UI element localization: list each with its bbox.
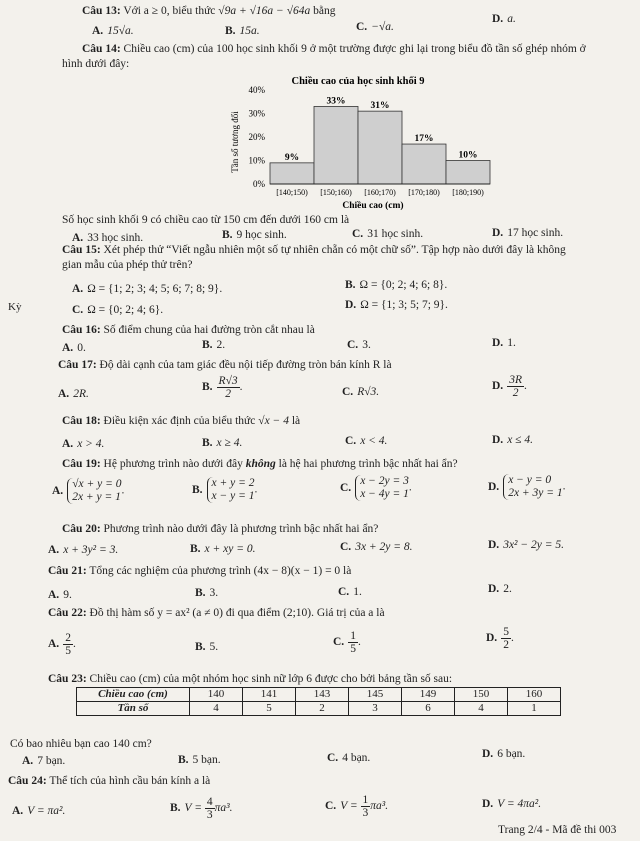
- q18-option-b[interactable]: B. x ≥ 4.: [202, 437, 243, 449]
- q14-option-b[interactable]: B. 9 học sinh.: [222, 229, 287, 241]
- q14-stem-line3: Số học sinh khối 9 có chiều cao từ 150 cm đến dưới 160 cm là: [62, 214, 350, 226]
- bar-data-label: 9%: [284, 152, 300, 163]
- q20-option-a[interactable]: A. x + 3y² = 3.: [48, 544, 119, 556]
- q20-option-c[interactable]: C. 3x + 2y = 8.: [340, 541, 413, 553]
- q23-option-a[interactable]: A. 7 bạn.: [22, 755, 66, 767]
- table-cell: 160: [508, 688, 561, 702]
- q21-option-c[interactable]: C. 1.: [338, 586, 362, 598]
- table-cell: 150: [455, 688, 508, 702]
- q24-option-b[interactable]: B. V = $\frac{4}{3}$ πa³.: [170, 796, 233, 821]
- margin-note: Kỳ: [8, 301, 22, 313]
- q14-option-c[interactable]: C. 31 học sinh.: [352, 228, 424, 240]
- q23-option-b[interactable]: B. 5 bạn.: [178, 754, 221, 766]
- q23-question: Có bao nhiêu bạn cao 140 cm?: [10, 738, 152, 750]
- x-tick-label: [180;190): [452, 188, 484, 197]
- q20-stem: Câu 20: Phương trình nào dưới đây là phương trình bậc nhất hai ẩn?: [62, 523, 379, 535]
- table-cell: 5: [243, 702, 296, 716]
- table-cell: 149: [402, 688, 455, 702]
- q13-label: Câu 13:: [82, 5, 121, 17]
- q13-option-b[interactable]: B. 15a.: [225, 25, 260, 37]
- q15-option-d[interactable]: D. Ω = {1; 3; 5; 7; 9}.: [345, 299, 448, 311]
- y-tick-label: 40%: [248, 85, 265, 95]
- y-tick-label: 0%: [253, 179, 265, 189]
- q19-option-c[interactable]: C. x − 2y = 3 x − 4y = 1 .: [340, 475, 412, 500]
- q24-option-a[interactable]: A. V = πa².: [12, 805, 66, 817]
- x-tick-label: [160;170): [364, 188, 396, 197]
- q16-stem: Câu 16: Số điểm chung của hai đường tròn cắt nhau là: [62, 324, 315, 336]
- histogram-bar: [446, 161, 490, 185]
- q19-option-b[interactable]: B. x + y = 2 x − y = 1 .: [192, 477, 258, 502]
- bar-data-label: 31%: [370, 101, 390, 112]
- q21-label: Câu 21:: [48, 565, 87, 577]
- table-cell: 4: [190, 702, 243, 716]
- q21-option-b[interactable]: B. 3.: [195, 587, 219, 599]
- page-footer: Trang 2/4 - Mã đề thi 003: [498, 824, 617, 836]
- q16-option-a[interactable]: A. 0.: [62, 342, 86, 354]
- x-tick-label: [140;150): [276, 188, 308, 197]
- q15-option-c[interactable]: C. Ω = {0; 2; 4; 6}.: [72, 304, 164, 316]
- q23-option-d[interactable]: D. 6 bạn.: [482, 748, 526, 760]
- q23-label: Câu 23:: [48, 673, 87, 685]
- q13-option-a[interactable]: A. 15√a.: [92, 25, 134, 37]
- x-tick-label: [170;180): [408, 188, 440, 197]
- q15-label: Câu 15:: [62, 244, 101, 256]
- bar-data-label: 33%: [326, 96, 346, 107]
- q14-stem-line2: hình dưới đây:: [62, 58, 130, 70]
- q18-option-d[interactable]: D. x ≤ 4.: [492, 434, 533, 446]
- q14-option-a[interactable]: A. 33 học sinh.: [72, 232, 144, 244]
- q17-option-b[interactable]: B. $\frac{R√3}{2}$ .: [202, 375, 243, 400]
- q17-stem: Câu 17: Độ dài cạnh của tam giác đều nội tiếp đường tròn bán kính R là: [58, 359, 392, 371]
- q15-stem: Câu 15: Xét phép thử “Viết ngẫu nhiên một số tự nhiên chẵn có một chữ số”. Tập hợp nào dưới đây là không: [62, 244, 566, 256]
- q15-option-b[interactable]: B. Ω = {0; 2; 4; 6; 8}.: [345, 279, 448, 291]
- q19-option-a[interactable]: A. √x + y = 0 2x + y = 1 .: [52, 478, 125, 503]
- q21-option-a[interactable]: A. 9.: [48, 589, 72, 601]
- q21-stem: Câu 21: Tổng các nghiệm của phương trình (4x − 8)(x − 1) = 0 là: [48, 565, 352, 577]
- table-cell: 143: [296, 688, 349, 702]
- bar-data-label: 10%: [458, 150, 478, 161]
- x-tick-label: [150;160): [320, 188, 352, 197]
- y-tick-label: 20%: [248, 132, 265, 142]
- table-cell: 145: [349, 688, 402, 702]
- q14-label: Câu 14:: [82, 43, 121, 55]
- q22-stem: Câu 22: Đồ thị hàm số y = ax² (a ≠ 0) đi qua điểm (2;10). Giá trị của a là: [48, 607, 385, 619]
- q15-stem-line2: gian mẫu của phép thử trên?: [62, 259, 193, 271]
- q21-option-d[interactable]: D. 2.: [488, 583, 512, 595]
- q13-option-c[interactable]: C. −√a.: [356, 21, 394, 33]
- bar-data-label: 17%: [414, 134, 434, 145]
- q18-stem: Câu 18: Điều kiện xác định của biểu thức √x − 4 là: [62, 415, 301, 427]
- table-cell: 4: [455, 702, 508, 716]
- q17-option-a[interactable]: A. 2R.: [58, 388, 89, 400]
- chart-title: Chiều cao của học sinh khối 9: [291, 76, 425, 87]
- q20-option-d[interactable]: D. 3x² − 2y = 5.: [488, 539, 564, 551]
- q19-stem: Câu 19: Hệ phương trình nào dưới đây không là hệ hai phương trình bậc nhất hai ẩn?: [62, 458, 458, 470]
- table-cell: 2: [296, 702, 349, 716]
- y-tick-label: 30%: [248, 108, 265, 119]
- chart-ylabel: Tần số tương đối: [230, 111, 240, 173]
- q23-option-c[interactable]: C. 4 bạn.: [327, 752, 371, 764]
- q18-label: Câu 18:: [62, 415, 101, 427]
- q20-option-b[interactable]: B. x + xy = 0.: [190, 543, 256, 555]
- table-cell: 3: [349, 702, 402, 716]
- table-cell: 140: [190, 688, 243, 702]
- q20-label: Câu 20:: [62, 523, 101, 535]
- q17-option-c[interactable]: C. R√3.: [342, 386, 380, 398]
- table-header-frequency: Tần số: [77, 702, 190, 716]
- q16-option-b[interactable]: B. 2.: [202, 339, 226, 351]
- q22-option-d[interactable]: D. $\frac{5}{2}$ .: [486, 626, 514, 651]
- q24-label: Câu 24:: [8, 775, 47, 787]
- q14-option-d[interactable]: D. 17 học sinh.: [492, 227, 564, 239]
- table-cell: 141: [243, 688, 296, 702]
- q17-label: Câu 17:: [58, 359, 97, 371]
- frequency-table: [76, 687, 561, 716]
- table-row-frequencies: [77, 702, 561, 716]
- q16-option-c[interactable]: C. 3.: [347, 339, 371, 351]
- table-row-heights: [77, 688, 561, 702]
- q19-label: Câu 19:: [62, 458, 101, 470]
- q24-option-c[interactable]: C. V = $\frac{1}{3}$ πa³.: [325, 794, 389, 819]
- y-tick-label: 10%: [248, 155, 265, 166]
- q14-stem: Câu 14: Chiều cao (cm) của 100 học sinh khối 9 ở một trường được ghi lại trong biểu đồ tần số ghép nhóm ở: [82, 43, 586, 55]
- q24-stem: Câu 24: Thể tích của hình cầu bán kính a là: [8, 775, 211, 787]
- q17-option-d[interactable]: D. $\frac{3R}{2}$ .: [492, 374, 527, 399]
- histogram-bar: [314, 106, 358, 184]
- q15-option-a[interactable]: A. Ω = {1; 2; 3; 4; 5; 6; 7; 8; 9}.: [72, 283, 223, 295]
- histogram-bar: [402, 144, 446, 184]
- q13-stem: Câu 13: Với a ≥ 0, biểu thức √9a + √16a − √64a bằng: [82, 5, 336, 17]
- histogram-bar: [270, 163, 314, 184]
- q22-option-b[interactable]: B. 5.: [195, 641, 219, 653]
- table-header-height: Chiều cao (cm): [77, 688, 190, 702]
- q22-label: Câu 22:: [48, 607, 87, 619]
- chart-xlabel: Chiều cao (cm): [342, 201, 404, 210]
- q13-option-d[interactable]: D. a.: [492, 13, 516, 25]
- q16-label: Câu 16:: [62, 324, 101, 336]
- table-cell: 6: [402, 702, 455, 716]
- q22-option-c[interactable]: C. $\frac{1}{5}$ .: [333, 630, 361, 655]
- q18-option-a[interactable]: A. x > 4.: [62, 438, 105, 450]
- q18-option-c[interactable]: C. x < 4.: [345, 435, 388, 447]
- histogram-bar: [358, 111, 402, 184]
- q22-option-a[interactable]: A. $\frac{2}{5}$ .: [48, 632, 76, 657]
- q24-option-d[interactable]: D. V = 4πa².: [482, 798, 542, 810]
- table-cell: 1: [508, 702, 561, 716]
- q19-option-d[interactable]: D. x − y = 0 2x + 3y = 1 .: [488, 474, 566, 499]
- height-histogram: [228, 74, 498, 210]
- q23-stem: Câu 23: Chiều cao (cm) của một nhóm học sinh nữ lớp 6 được cho bởi bảng tần số sau:: [48, 673, 453, 685]
- q16-option-d[interactable]: D. 1.: [492, 337, 516, 349]
